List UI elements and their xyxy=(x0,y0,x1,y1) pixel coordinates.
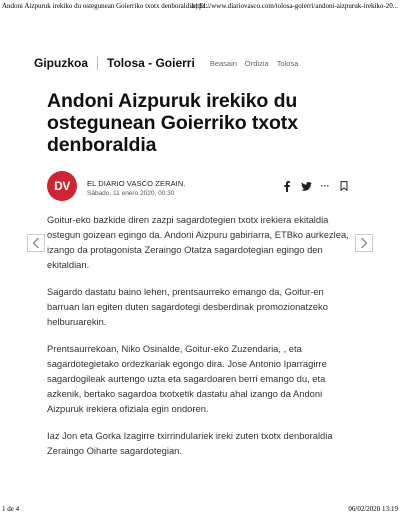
chevron-right-icon xyxy=(360,237,368,249)
dv-logo: DV xyxy=(47,171,77,201)
print-footer xyxy=(2,505,398,515)
article-paragraph: Iaz Jon eta Gorka Izagirre txirrindulariek ireki zuten txotx denboraldia Zeraingo Oiharte sagardotegian. xyxy=(47,430,333,456)
facebook-icon[interactable] xyxy=(281,180,293,192)
section-town-links xyxy=(210,59,307,68)
print-page-number: 1 de 4 xyxy=(2,505,20,513)
town-link-tolosa[interactable]: Tolosa xyxy=(276,58,299,68)
town-link-beasain[interactable]: Beasain xyxy=(209,58,237,68)
print-header xyxy=(2,2,398,12)
next-article-arrow[interactable] xyxy=(355,234,373,252)
section-sub-link[interactable]: Tolosa - Goierri xyxy=(107,56,195,70)
share-bar xyxy=(274,180,350,192)
article-headline: Andoni Aizpuruk irekiko du ostegunean Goierriko txotx denboraldia xyxy=(47,90,298,156)
chevron-left-icon xyxy=(32,237,40,249)
print-datetime: 06/02/2020 13:19 xyxy=(348,505,398,513)
article-body xyxy=(47,212,357,470)
print-url: https://www.diariovasco.com/tolosa-goierri/andoni-aizpuruk-irekiko-20... xyxy=(191,2,398,10)
article-paragraph: Goitur-eko bazkide diren zazpi sagardotegien txotx irekiera ekitaldia ostegun goizean egingo da. Andoni Aizpuru gabiriarra, ETBko aurkezlea, izango da protagonista Zeraingo Otatza sagardotegian egingo den ekitaldian. xyxy=(47,214,349,270)
article-paragraph: Prentsaurrekoan, Niko Osinalde, Goitur-eko Zuzendaria, , eta sagardotegietako ordezkariak egongo dira. Jose Antonio Iparragirre sagardogileak aurtengo uzta eta sagardoaren berri emango du, eta azkenik, bertako sagardoa txotxetik dastatu ahal izango da Andoni Aizpuruk irekiera ofiziala egin ondoren. xyxy=(47,343,327,414)
section-divider xyxy=(97,57,98,70)
twitter-icon[interactable] xyxy=(300,180,312,192)
bookmark-icon[interactable] xyxy=(338,180,350,192)
more-icon[interactable]: ··· xyxy=(320,181,330,191)
article-paragraph: Sagardo dastatu baino lehen, prentsaurreko emango da, Goitur-en barruan lan egiten duten sagardotegi desberdinak promozionatzeko helburuarekin. xyxy=(47,286,328,327)
article-author: EL DIARIO VASCO ZERAIN. xyxy=(87,179,186,188)
article-date: Sábado, 11 enero 2020, 00:30 xyxy=(87,190,175,197)
prev-article-arrow[interactable] xyxy=(27,234,45,252)
section-main-link[interactable]: Gipuzkoa xyxy=(34,56,89,70)
print-page-title: Andoni Aizpuruk irekiko du ostegunean Goierriko txotx denboraldia | El... xyxy=(2,2,211,10)
section-nav xyxy=(34,56,366,70)
article-byline xyxy=(47,171,350,201)
town-link-ordizia[interactable]: Ordizia xyxy=(244,58,269,68)
